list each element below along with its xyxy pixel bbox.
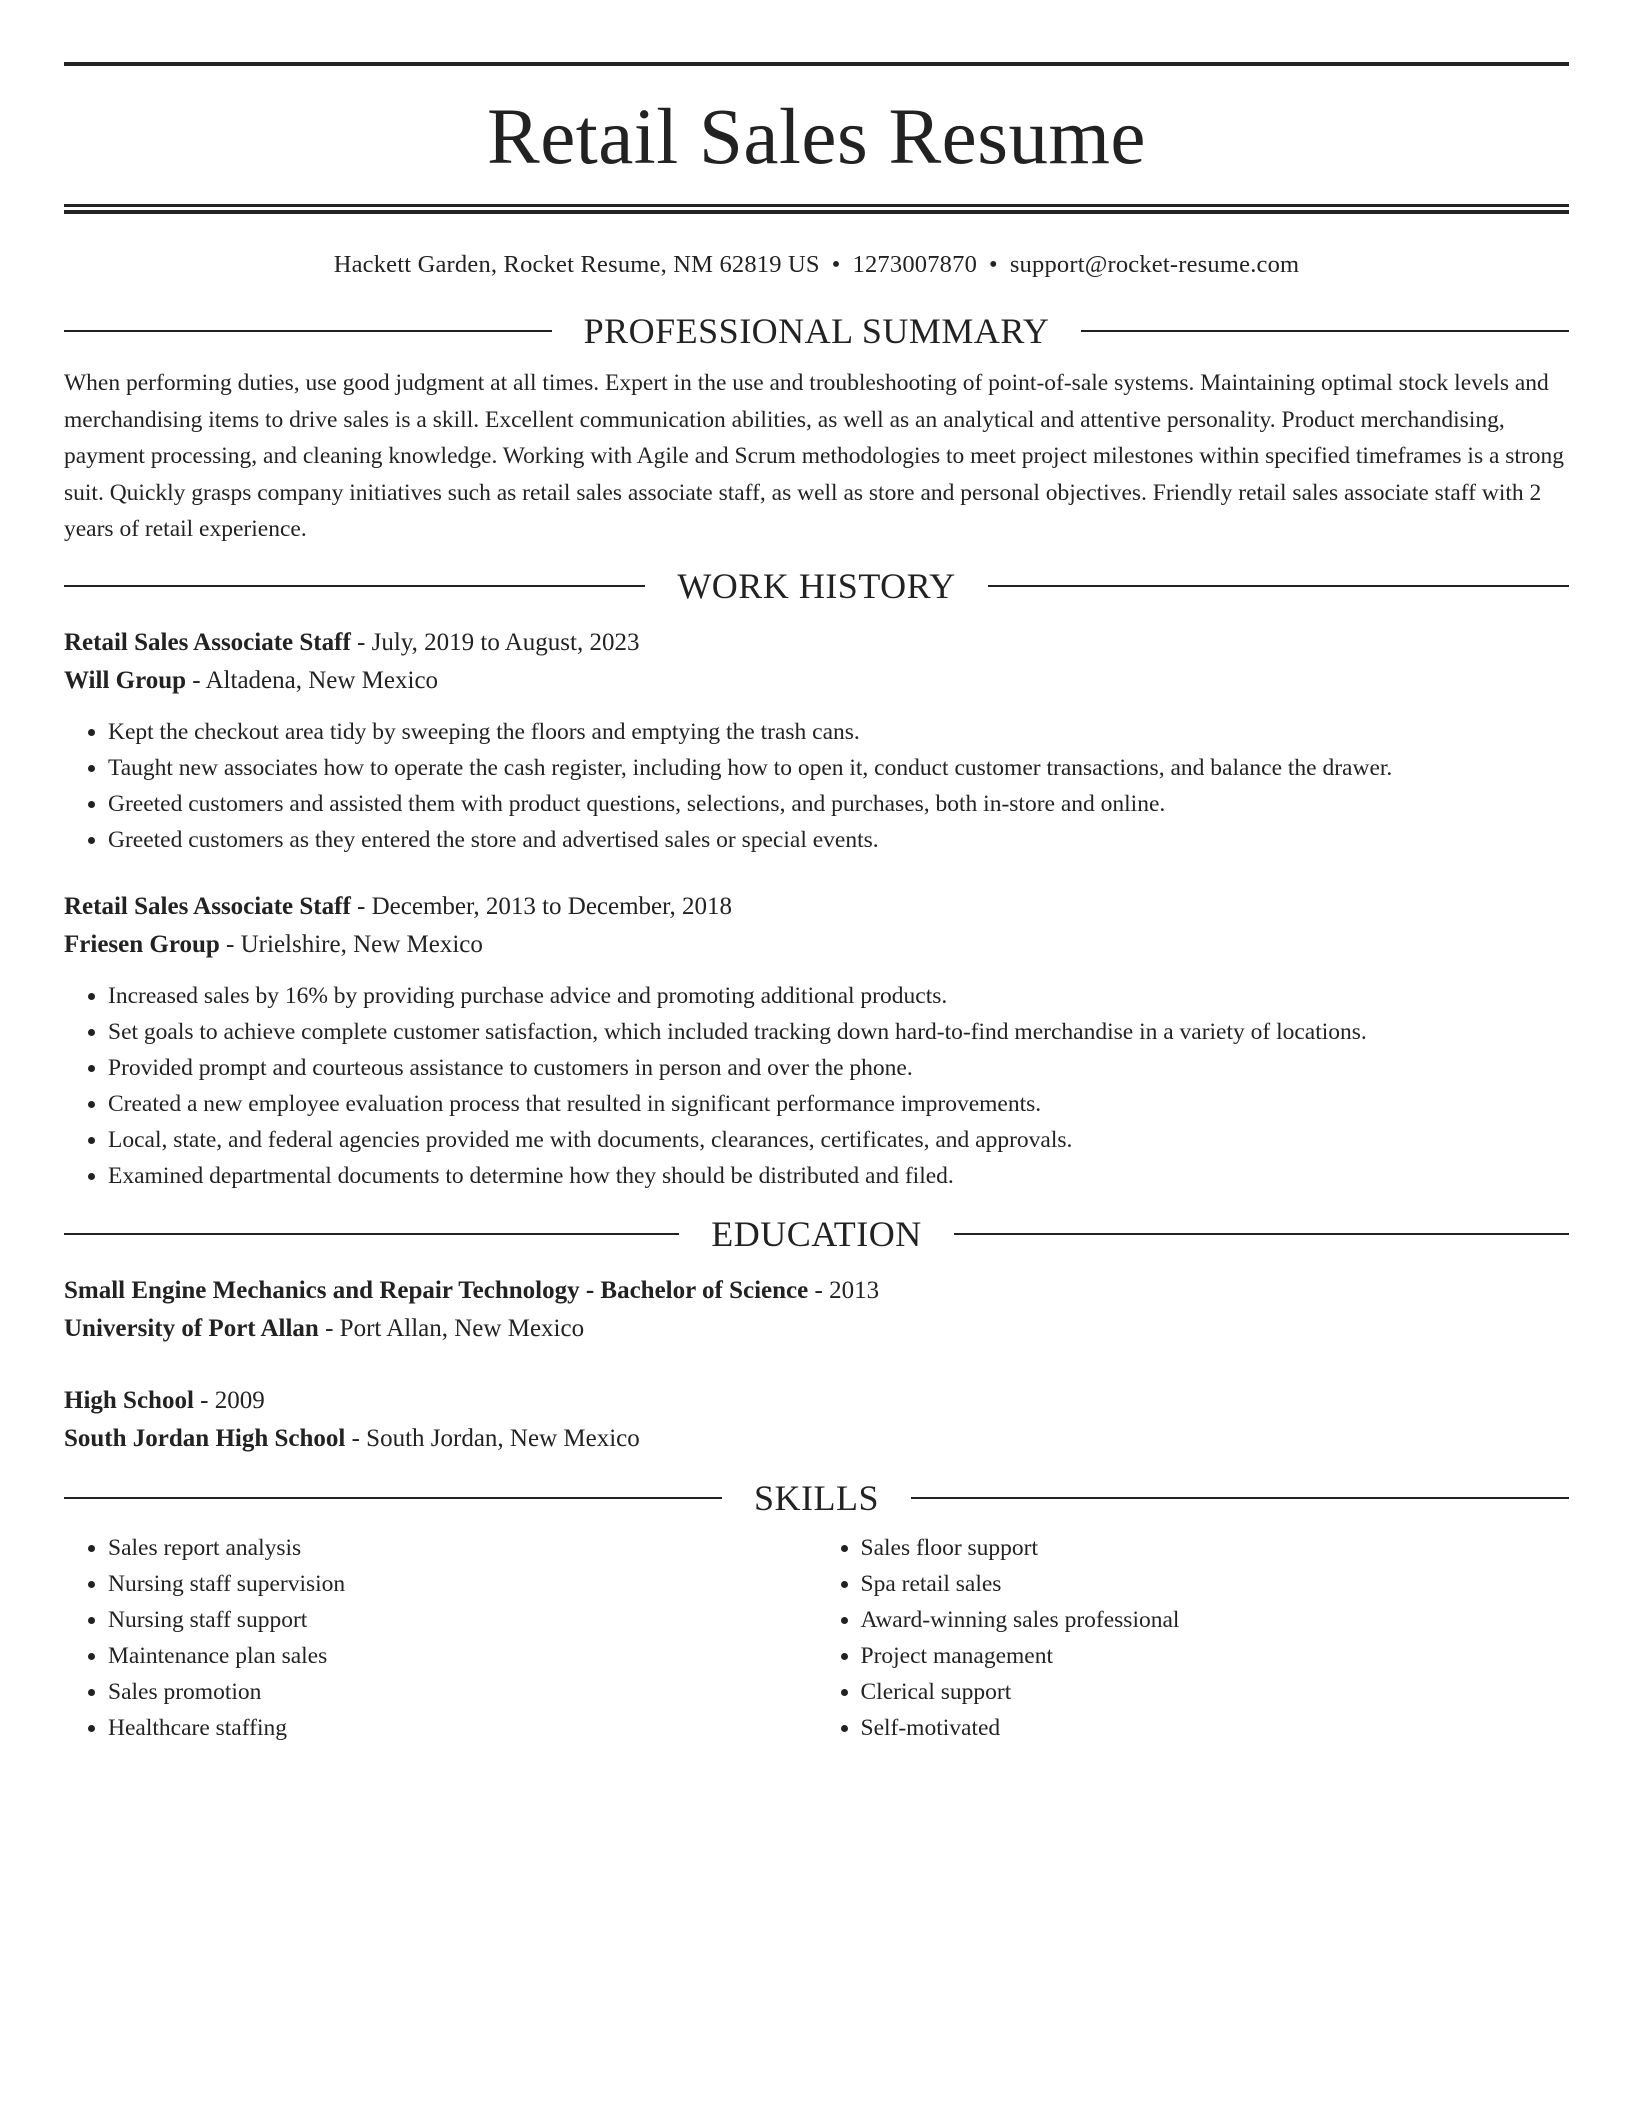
list-item: • Created a new employee evaluation process that resulted in significant performance improvements. (108, 1086, 1569, 1122)
resume-page (64, 62, 1569, 1746)
heading-rule (954, 1233, 1569, 1235)
heading-rule (64, 1497, 722, 1499)
school-line (64, 1420, 1569, 1458)
school-location: - Port Allan, New Mexico (318, 1314, 585, 1342)
work-entry (64, 624, 1569, 858)
job-title-line (64, 624, 1569, 662)
skill-item: • Nursing staff supervision (108, 1566, 817, 1602)
section-heading-education (64, 1213, 1569, 1254)
school-location: - South Jordan, New Mexico (345, 1424, 640, 1452)
section-title: SKILLS (754, 1477, 880, 1518)
skill-item: • Project management (861, 1638, 1570, 1674)
contact-separator: • (989, 251, 998, 278)
list-item: • Increased sales by 16% by providing purchase advice and promoting additional products. (108, 978, 1569, 1014)
job-title: Retail Sales Associate Staff (64, 628, 351, 656)
degree-line (64, 1272, 1569, 1310)
skill-item: • Healthcare staffing (108, 1710, 817, 1746)
company-line (64, 926, 1569, 964)
list-item: • Examined departmental documents to determine how they should be distributed and filed. (108, 1158, 1569, 1194)
list-item: • Greeted customers as they entered the store and advertised sales or special events. (108, 822, 1569, 858)
heading-rule (64, 330, 552, 332)
skills-columns (64, 1530, 1569, 1746)
top-rule (64, 62, 1569, 66)
degree-name: High School (64, 1386, 194, 1414)
heading-rule (64, 585, 645, 587)
company-line (64, 662, 1569, 700)
company-location: - Altadena, New Mexico (186, 666, 439, 694)
contact-email[interactable]: support@rocket-resume.com (1009, 251, 1300, 278)
list-item: • Taught new associates how to operate the cash register, including how to open it, conduct customer transactions, and balance the drawer. (108, 750, 1569, 786)
list-item: • Provided prompt and courteous assistance to customers in person and over the phone. (108, 1050, 1569, 1086)
section-heading-work (64, 565, 1569, 606)
skill-item: • Award-winning sales professional (861, 1602, 1570, 1638)
job-title-line (64, 888, 1569, 926)
degree-name: Small Engine Mechanics and Repair Technology - Bachelor of Science (64, 1276, 809, 1304)
school-name: University of Port Allan (64, 1314, 319, 1342)
job-bullets (64, 714, 1569, 858)
degree-line (64, 1382, 1569, 1420)
skill-item: • Sales floor support (861, 1530, 1570, 1566)
skill-item: • Sales promotion (108, 1674, 817, 1710)
education-entry (64, 1382, 1569, 1458)
degree-year: - 2013 (808, 1276, 880, 1304)
heading-rule (1081, 330, 1569, 332)
skill-item: • Nursing staff support (108, 1602, 817, 1638)
skills-list-right (817, 1530, 1570, 1746)
section-title: WORK HISTORY (677, 565, 956, 606)
company-name: Friesen Group (64, 930, 220, 958)
skill-item: • Sales report analysis (108, 1530, 817, 1566)
section-heading-skills (64, 1477, 1569, 1518)
education-entry (64, 1272, 1569, 1348)
company-location: - Urielshire, New Mexico (219, 930, 483, 958)
job-dates: - July, 2019 to August, 2023 (350, 628, 640, 656)
skill-item: • Spa retail sales (861, 1566, 1570, 1602)
company-name: Will Group (64, 666, 187, 694)
contact-address: Hackett Garden, Rocket Resume, NM 62819 US (333, 251, 820, 278)
skill-item: • Clerical support (861, 1674, 1570, 1710)
summary-paragraph: When performing duties, use good judgment at all times. Expert in the use and troubleshooting of point-of-sale systems. Maintaining optimal stock levels and merchandising items to drive sales is a skill. Excellent communication abilities, as well as an analytical and attentive personality. Product merchandising, payment processing, and cleaning knowledge. Working with Agile and Scrum methodologies to meet project milestones within specified timeframes is a strong suit. Quickly grasps company initiatives such as retail sales associate staff, as well as store and personal objectives. Friendly retail sales associate staff with 2 years of retail experience. (64, 370, 1565, 542)
contact-separator: • (831, 251, 841, 278)
resume-title: Retail Sales Resume (487, 94, 1146, 181)
list-item: • Greeted customers and assisted them with product questions, selections, and purchases, both in-store and online. (108, 786, 1569, 822)
degree-year: - 2009 (193, 1386, 265, 1414)
section-title: PROFESSIONAL SUMMARY (583, 311, 1050, 351)
list-item: • Local, state, and federal agencies provided me with documents, clearances, certificates, and approvals. (108, 1122, 1569, 1158)
contact-phone: 1273007870 (852, 251, 978, 278)
skill-item: • Maintenance plan sales (108, 1638, 817, 1674)
work-entry (64, 888, 1569, 1194)
job-bullets (64, 978, 1569, 1194)
school-name: South Jordan High School (64, 1424, 346, 1452)
job-dates: - December, 2013 to December, 2018 (350, 892, 732, 920)
skill-item: • Self-motivated (861, 1710, 1570, 1746)
job-title: Retail Sales Associate Staff (64, 892, 351, 920)
section-title: EDUCATION (711, 1213, 922, 1254)
heading-rule (911, 1497, 1569, 1499)
skills-list-left (64, 1530, 817, 1746)
list-item: • Kept the checkout area tidy by sweeping the floors and emptying the trash cans. (108, 714, 1569, 750)
title-double-rule (64, 204, 1569, 214)
list-item: • Set goals to achieve complete customer satisfaction, which included tracking down hard-to-find merchandise in a variety of locations. (108, 1014, 1569, 1050)
heading-rule (64, 1233, 679, 1235)
school-line (64, 1310, 1569, 1348)
section-heading-summary (64, 313, 1569, 349)
contact-line (64, 251, 1569, 279)
heading-rule (988, 585, 1569, 587)
